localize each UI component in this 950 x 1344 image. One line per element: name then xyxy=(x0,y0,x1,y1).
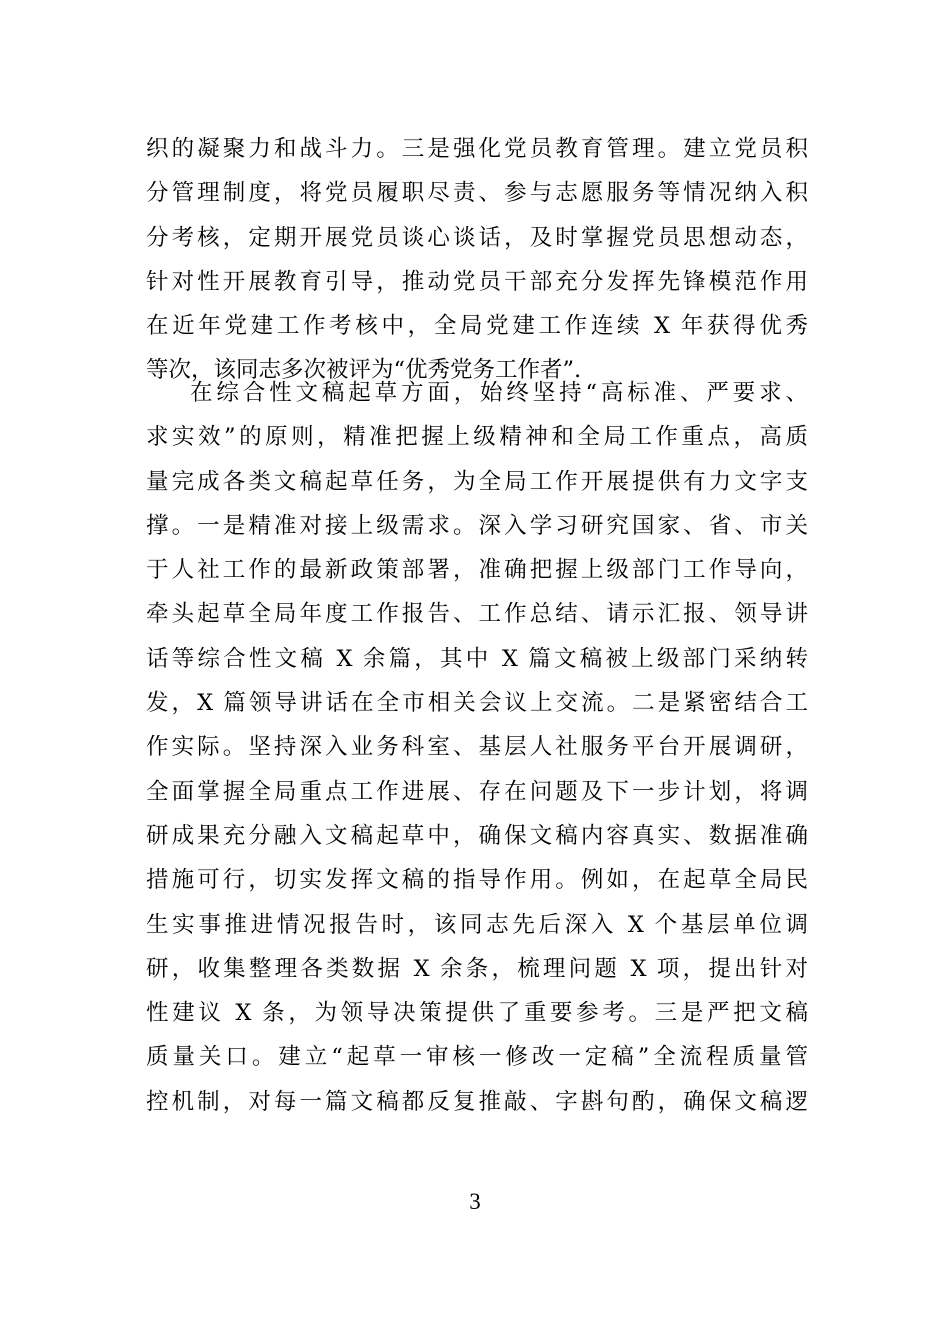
page-number: 3 xyxy=(469,1189,481,1214)
paragraph-line: 求实效”的原则，精准把握上级精神和全局工作重点，高质 xyxy=(146,424,808,451)
paragraph-line: 织的凝聚力和战斗力。三是强化党员教育管理。建立党员积 xyxy=(146,136,808,162)
paragraph-line: 撑。一是精准对接上级需求。深入学习研究国家、省、市关 xyxy=(146,512,808,539)
paragraph-line: 量完成各类文稿起草任务，为全局工作开展提供有力文字支 xyxy=(146,468,808,495)
paragraph-line: 研成果充分融入文稿起草中，确保文稿内容真实、数据准确 xyxy=(146,822,808,849)
paragraph-line: 研，收集整理各类数据 X 余条，梳理问题 X 项，提出针对 xyxy=(146,955,808,982)
paragraph-line: 措施可行，切实发挥文稿的指导作用。例如，在起草全局民 xyxy=(146,867,808,894)
paragraph-line: 话等综合性文稿 X 余篇，其中 X 篇文稿被上级部门采纳转 xyxy=(146,645,808,672)
paragraph-line: 针对性开展教育引导，推动党员干部充分发挥先锋模范作用 xyxy=(146,268,808,295)
paragraph-line: 全面掌握全局重点工作进展、存在问题及下一步计划，将调 xyxy=(146,778,808,805)
paragraph-line: 于人社工作的最新政策部署，准确把握上级部门工作导向， xyxy=(146,557,808,584)
paragraph-line: 质量关口。建立“起草一审核一修改一定稿”全流程质量管 xyxy=(146,1044,808,1071)
paragraph-line: 分考核，定期开展党员谈心谈话，及时掌握党员思想动态， xyxy=(146,224,808,251)
paragraph-line: 分管理制度，将党员履职尽责、参与志愿服务等情况纳入积 xyxy=(146,180,808,207)
paragraph-line: 控机制，对每一篇文稿都反复推敲、字斟句酌，确保文稿逻 xyxy=(146,1088,808,1115)
paragraph-line: 性建议 X 条，为领导决策提供了重要参考。三是严把文稿 xyxy=(146,1000,808,1027)
paragraph-line: 作实际。坚持深入业务科室、基层人社服务平台开展调研， xyxy=(146,734,808,761)
paragraph-line: 在综合性文稿起草方面，始终坚持“高标准、严要求、 xyxy=(190,380,808,406)
paragraph-line: 发，X 篇领导讲话在全市相关会议上交流。二是紧密结合工 xyxy=(146,690,808,717)
paragraph-party-building xyxy=(146,127,808,393)
paragraph-line: 等次，该同志多次被评为“优秀党务工作者”. xyxy=(146,357,582,384)
paragraph-line: 牵头起草全局年度工作报告、工作总结、请示汇报、领导讲 xyxy=(146,601,808,628)
paragraph-line: 生实事推进情况报告时，该同志先后深入 X 个基层单位调 xyxy=(146,911,808,938)
paragraph-line: 在近年党建工作考核中，全局党建工作连续 X 年获得优秀 xyxy=(146,313,808,340)
paragraph-document-drafting xyxy=(146,371,808,1124)
